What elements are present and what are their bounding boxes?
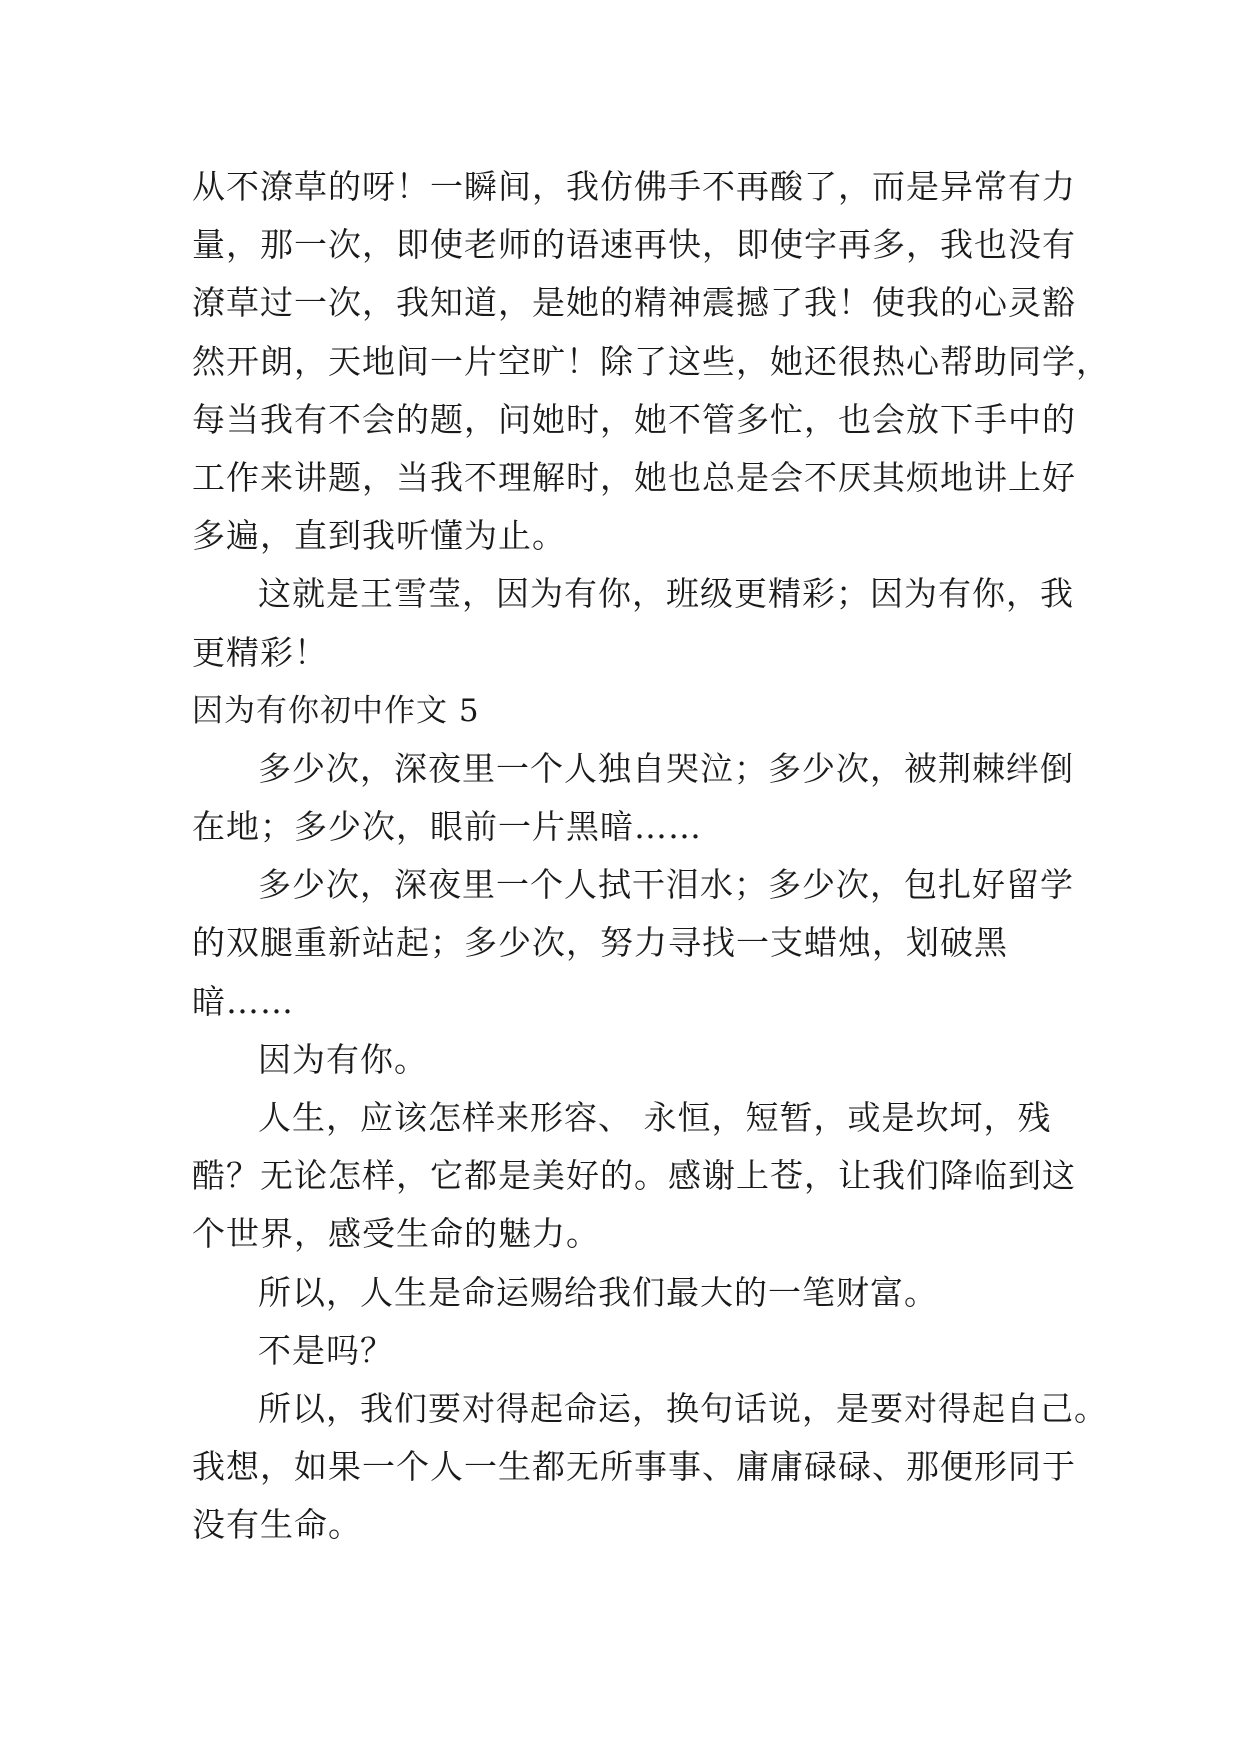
text-line: 工作来讲题，当我不理解时，她也总是会不厌其烦地讲上好 [192, 457, 1076, 497]
text-line: 量，那一次，即使老师的语速再快，即使字再多，我也没有 [192, 225, 1076, 265]
text-line: 这就是王雪莹，因为有你，班级更精彩；因为有你，我 [258, 574, 1074, 614]
text-line: 多遍，直到我听懂为止。 [192, 516, 566, 556]
text-line: 更精彩！ [192, 632, 328, 672]
text-line: 没有生命。 [192, 1505, 362, 1545]
document-page [192, 158, 1110, 1555]
text-line: 多少次，深夜里一个人独自哭泣；多少次，被荆棘绊倒 [258, 748, 1074, 788]
text-line: 多少次，深夜里一个人拭干泪水；多少次，包扎好留学 [258, 865, 1074, 905]
text-line: 每当我有不会的题，问她时，她不管多忙，也会放下手中的 [192, 399, 1076, 439]
text-line: 从不潦草的呀！一瞬间，我仿佛手不再酸了，而是异常有力 [192, 167, 1076, 206]
text-line: 我想，如果一个人一生都无所事事、庸庸碌碌、那便形同于 [192, 1447, 1076, 1487]
text-line: 酷？无论怎样，它都是美好的。感谢上苍，让我们降临到这 [192, 1156, 1076, 1196]
text-line: 然开朗，天地间一片空旷！除了这些，她还很热心帮助同学， [192, 341, 1110, 381]
text-line: 因为有你。 [258, 1039, 428, 1079]
text-line: 人生，应该怎样来形容、 永恒，短暂，或是坎坷，残 [258, 1098, 1052, 1137]
text-line: 的双腿重新站起；多少次，努力寻找一支蜡烛，划破黑 [192, 923, 1008, 963]
text-line: 所以，人生是命运赐给我们最大的一笔财富。 [258, 1272, 938, 1312]
text-line: 暗…… [192, 981, 294, 1021]
text-line: 在地；多少次，眼前一片黑暗…… [192, 807, 702, 847]
text-line: 不是吗？ [258, 1330, 394, 1370]
text-line: 个世界，感受生命的魅力。 [192, 1214, 600, 1254]
text-line: 潦草过一次，我知道，是她的精神震撼了我！使我的心灵豁 [192, 283, 1076, 323]
text-line: 所以，我们要对得起命运，换句话说，是要对得起自己。 [258, 1388, 1108, 1428]
section-heading: 因为有你初中作文 5 [192, 692, 480, 729]
